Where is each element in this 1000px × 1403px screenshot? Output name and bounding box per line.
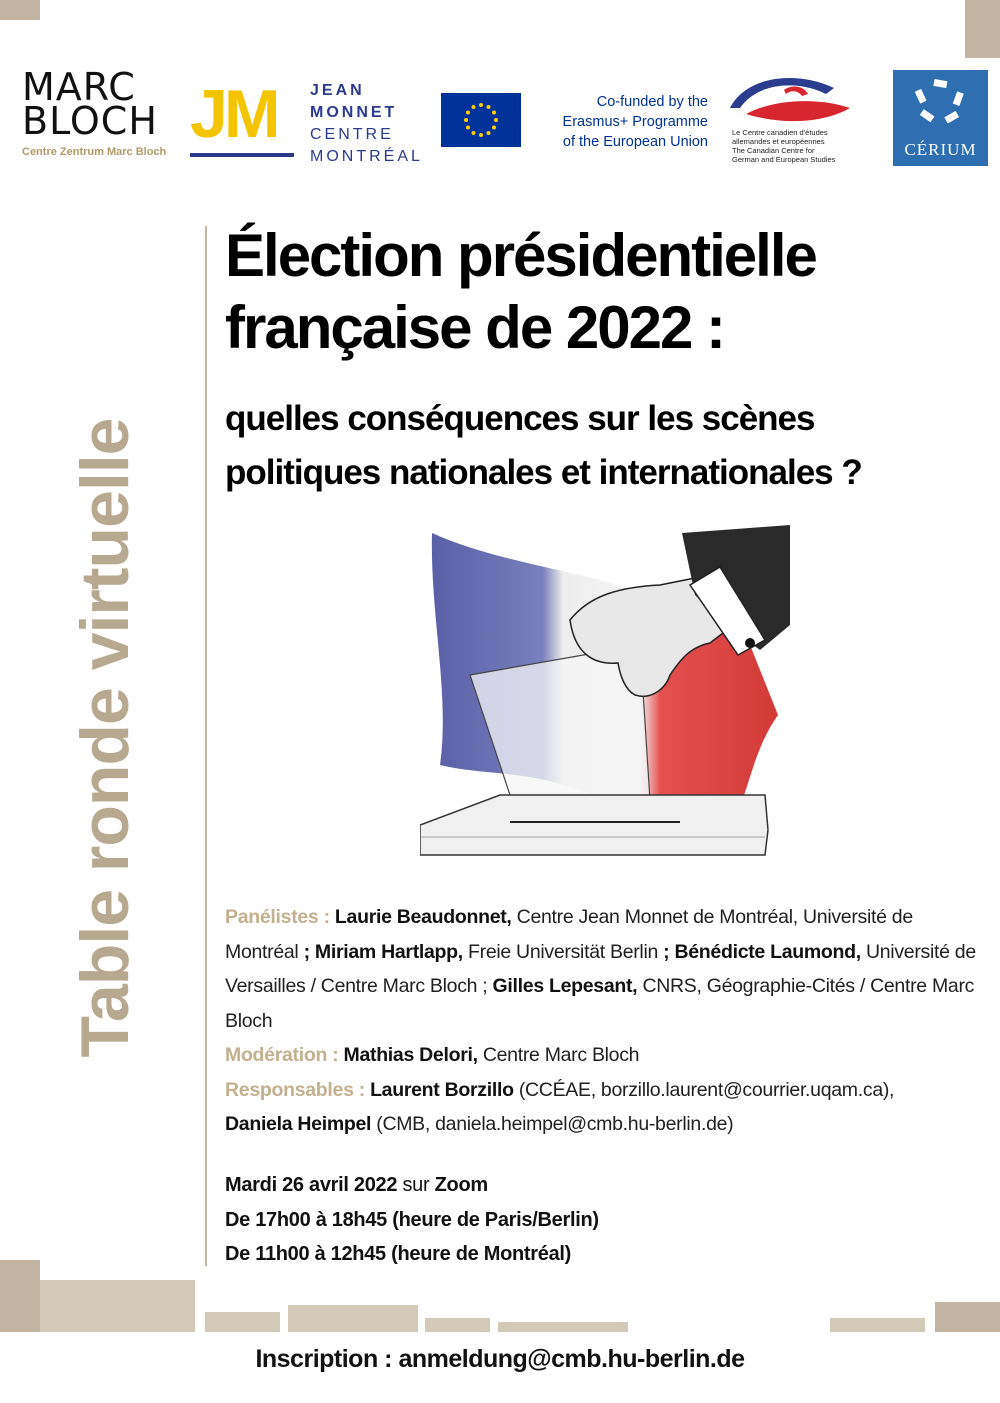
- corner-block-top-left: [0, 0, 40, 20]
- panelist-name: Miriam Hartlapp,: [314, 940, 463, 963]
- panelist-affiliation: Université de Versailles / Centre Marc Bloch ;: [225, 940, 976, 997]
- event-on: sur: [402, 1174, 430, 1196]
- jean-monnet-logo: [188, 78, 428, 168]
- page-subtitle-line1: quelles conséquences sur les scènes: [225, 399, 815, 438]
- bottom-bar: [425, 1318, 490, 1332]
- jean-monnet-logo-bar: [190, 153, 294, 157]
- ccgs-line2: allemandes et européennes: [732, 137, 825, 146]
- canadian-centre-swoosh-icon: [726, 68, 856, 128]
- ccgs-line3: The Canadian Centre for: [732, 146, 815, 155]
- ccgs-line4: German and European Studies: [732, 155, 836, 164]
- canadian-centre-text: [732, 128, 862, 164]
- panelist-name: Bénédicte Laumond,: [674, 940, 861, 963]
- moderator-name: Mathias Delori,: [343, 1044, 478, 1066]
- separator: ;: [303, 940, 315, 963]
- moderation-label: Modération :: [225, 1044, 339, 1066]
- event-time-paris: De 17h00 à 18h45 (heure de Paris/Berlin): [225, 1208, 599, 1231]
- jean-monnet-line4: MONTRÉAL: [310, 148, 423, 165]
- jean-monnet-line2: MONNET: [310, 104, 398, 121]
- responsable-name: Laurent Borzillo: [370, 1078, 514, 1101]
- event-time-montreal: De 11h00 à 12h45 (heure de Montréal): [225, 1243, 572, 1265]
- event-platform: Zoom: [434, 1174, 488, 1196]
- ballot-box-icon: [420, 795, 768, 855]
- cerium-circle-icon: [893, 70, 988, 140]
- page-subtitle: [225, 392, 985, 500]
- marc-bloch-logo-line1: MARC: [22, 65, 136, 109]
- corner-block-bottom-left: [0, 1260, 40, 1332]
- registration-text: Inscription : anmeldung@cmb.hu-berlin.de: [255, 1345, 745, 1373]
- vertical-divider: [205, 226, 207, 1266]
- panelist-affiliation: Centre Jean Monnet de Montréal, Université de Montréal: [225, 906, 913, 963]
- side-title: Table ronde virtuelle: [67, 418, 143, 1058]
- panelist-affiliation: CNRS, Géographie-Cités / Centre Marc Bloch: [225, 975, 975, 1032]
- responsables-label: Responsables :: [225, 1078, 365, 1101]
- erasmus-line1: Co-funded by the: [596, 94, 708, 110]
- moderator-affiliation: Centre Marc Bloch: [482, 1044, 640, 1066]
- cerium-logo: [893, 70, 988, 166]
- erasmus-line3: of the European Union: [562, 134, 708, 150]
- bottom-bar: [288, 1305, 418, 1332]
- ballot-illustration: [420, 525, 790, 860]
- ccgs-line1: Le Centre canadien d'études: [732, 128, 828, 137]
- event-details: [225, 900, 985, 1142]
- corner-block-bottom-right: [935, 1302, 1000, 1332]
- bottom-bar: [498, 1322, 628, 1332]
- marc-bloch-logo: [22, 65, 167, 170]
- panelist-affiliation: Freie Universität Berlin: [468, 940, 659, 963]
- separator: ;: [663, 940, 675, 963]
- event-date-line: [225, 1168, 925, 1203]
- page-subtitle-line2: politiques nationales et internationales ?: [225, 453, 862, 492]
- page-title: [225, 220, 985, 364]
- canadian-centre-logo: [726, 68, 856, 168]
- bottom-bar: [40, 1280, 195, 1332]
- page-title-line2: française de 2022 :: [225, 294, 724, 361]
- eu-flag-icon: [441, 93, 521, 147]
- erasmus-line2: Erasmus+ Programme: [562, 114, 708, 130]
- jean-monnet-line3: CENTRE: [310, 126, 394, 143]
- page-title-line1: Élection présidentielle: [225, 222, 816, 289]
- corner-block-top-right: [965, 0, 1000, 58]
- responsable-name: Daniela Heimpel: [225, 1113, 372, 1135]
- jean-monnet-logo-words: [310, 80, 423, 168]
- bottom-bar: [205, 1312, 280, 1332]
- jean-monnet-line1: JEAN: [310, 82, 365, 99]
- responsable-contact: (CMB, daniela.heimpel@cmb.hu-berlin.de): [376, 1113, 734, 1135]
- marc-bloch-logo-subtitle: Centre Zentrum Marc Bloch: [22, 146, 167, 158]
- event-date: Mardi 26 avril 2022: [225, 1174, 398, 1196]
- event-schedule: [225, 1168, 925, 1272]
- cufflink-icon: [745, 638, 755, 648]
- erasmus-cofunding-text: [533, 92, 708, 152]
- bottom-bar: [830, 1318, 925, 1332]
- panelists-label: Panélistes :: [225, 906, 330, 928]
- panelist-name: Gilles Lepesant,: [492, 975, 638, 997]
- jean-monnet-logo-letters: JM: [190, 76, 277, 152]
- cerium-logo-name: CÉRIUM: [904, 140, 977, 159]
- marc-bloch-logo-line2: BLOCH: [22, 99, 158, 143]
- panelist-name: Laurie Beaudonnet,: [334, 906, 512, 928]
- responsable-contact: (CCÉAE, borzillo.laurent@courrier.uqam.ca),: [518, 1078, 895, 1101]
